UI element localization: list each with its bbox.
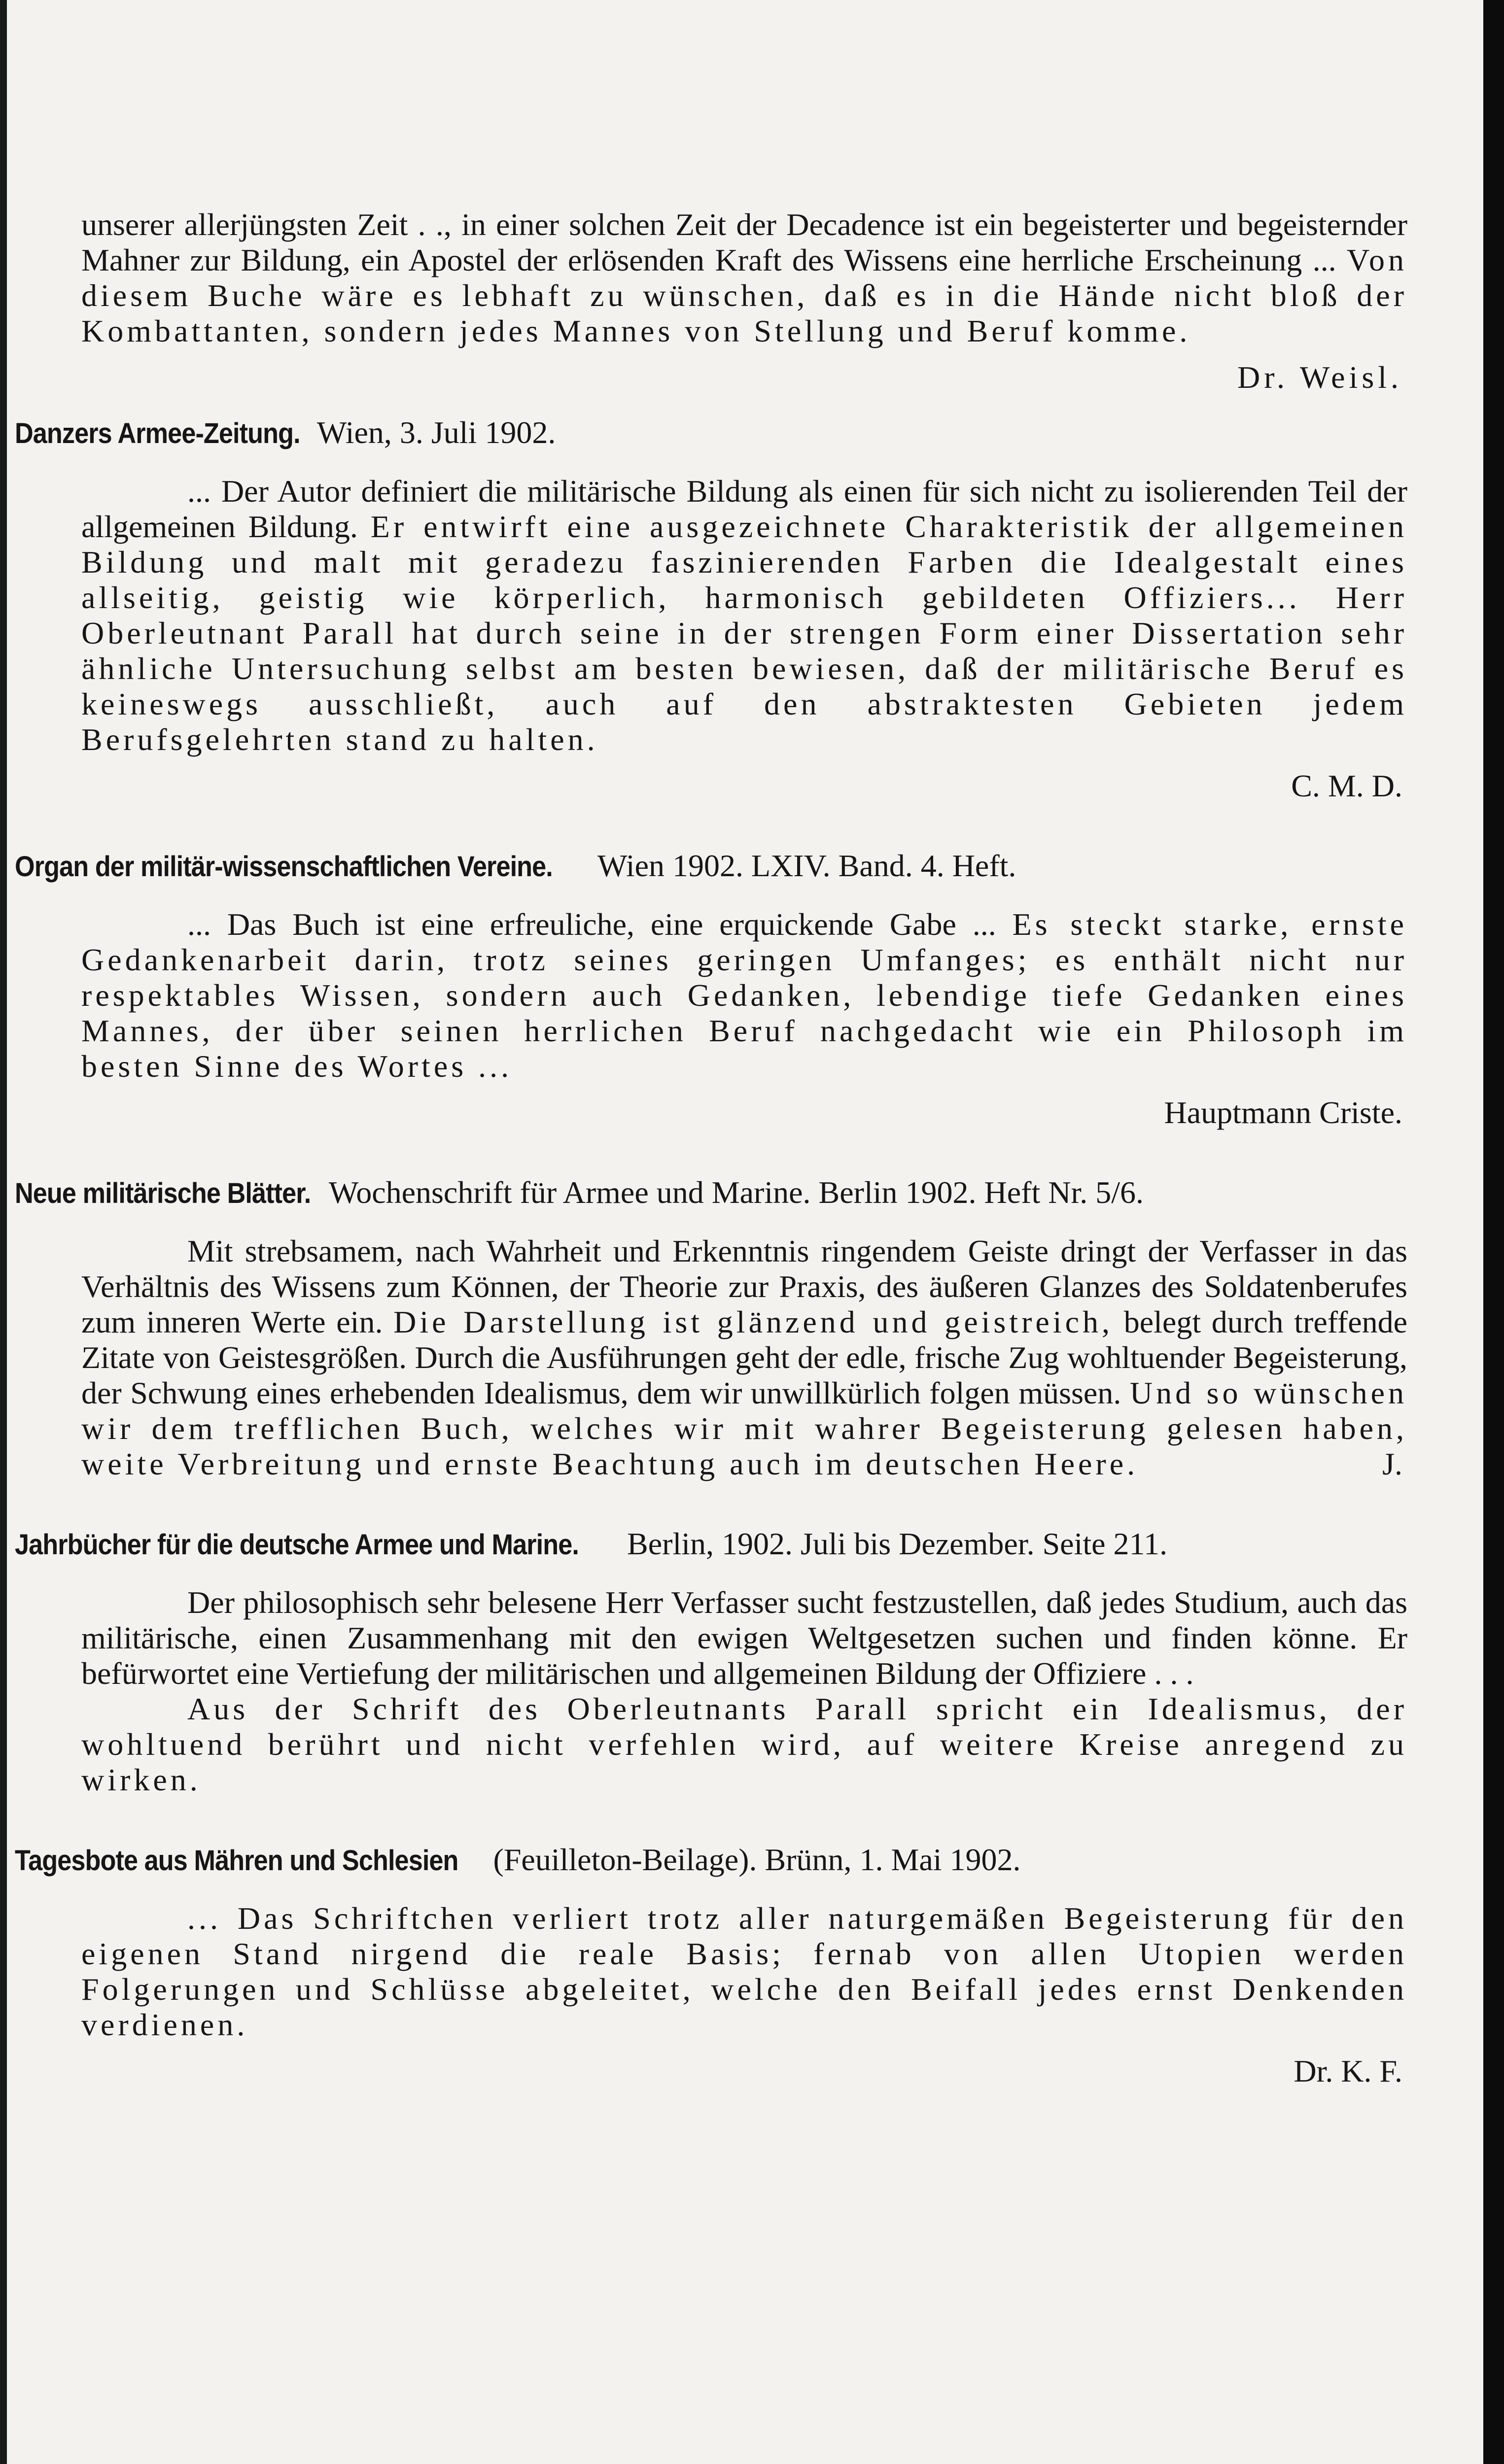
review-mixed-spaced-text: Die Darstellung ist glänzend und geistreich, — [393, 1304, 1113, 1339]
review-plain-text: Der philosophisch sehr belesene Herr Verfasser sucht festzustellen, daß jedes Studium, auch das militärische, einen Zusammenhang mit den ewigen Weltgesetzen suchen und finden könne. Er befürwortet eine Vertiefung der militärischen und allgemeinen Bildung der Offiziere . . . — [81, 1585, 1407, 1691]
review-heading — [15, 1842, 1407, 1879]
review-source: Neue militärische Blätter. — [15, 1177, 311, 1209]
review-spaced-text: Er entwirft eine ausgezeichnete Charakteristik der allgemeinen Bildung und malt mit geradezu faszinierenden Farben die Idealgestalt eines allseitig, geistig wie körperlich, harmonisch gebildeten Offiziers... Herr Oberleutnant Parall hat durch seine in der strengen Form einer Dissertation sehr ähnliche Untersuchung selbst am besten bewiesen, daß der militärische Beruf es keineswegs ausschließt, auch auf den abstraktesten Gebieten jedem Berufsgelehrten stand zu halten. — [81, 509, 1408, 757]
intro-review — [81, 207, 1407, 395]
review-source: Jahrbücher für die deutsche Armee und Marine. — [15, 1529, 579, 1561]
review-details: Wien 1902. LXIV. Band. 4. Heft. — [597, 848, 1016, 883]
review-source: Organ der militär-wissenschaftlichen Vereine. — [15, 851, 553, 883]
review-text — [81, 907, 1407, 1084]
review-plain-text: ... Das Buch ist eine erfreuliche, eine erquickende Gabe ... — [187, 907, 996, 942]
review-heading — [15, 1175, 1407, 1211]
review-organ — [15, 848, 1408, 1130]
review-tagesbote — [15, 1842, 1407, 2089]
review-text — [81, 1901, 1407, 2043]
review-text — [81, 474, 1407, 757]
review-details: Wochenschrift für Armee und Marine. Berlin 1902. Heft Nr. 5/6. — [328, 1175, 1144, 1210]
review-spaced-text: Und so wünschen wir dem trefflichen Buch, welches wir mit wahrer Begeisterung gelesen haben, weite Verbreitung und ernste Beachtung auch im deutschen Heere. — [81, 1375, 1408, 1481]
intro-spaced-text: Von diesem Buche wäre es lebhaft zu wünschen, daß es in die Hände nicht bloß der Kombattanten, sondern jedes Mannes von Stellung und Beruf komme. — [81, 242, 1408, 348]
review-signature: C. M. D. — [1291, 768, 1402, 803]
intro-signature: Dr. Weisl. — [1237, 360, 1402, 395]
review-plain-text: ... Der Autor definiert die militärische Bildung als einen für sich nicht zu isolierenden Teil der allgemeinen Bildung. — [81, 474, 1407, 544]
intro-plain-text: unserer allerjüngsten Zeit . ., in einer solchen Zeit der Decadence ist ein begeisterter und begeisternder Mahner zur Bildung, ein Apostel der erlösenden Kraft des Wissens eine herrliche Erscheinung ... — [81, 207, 1407, 277]
review-details: (Feuilleton-Beilage). Brünn, 1. Mai 1902. — [493, 1842, 1021, 1877]
review-heading — [15, 848, 1407, 885]
review-signature: J. — [1382, 1446, 1402, 1481]
review-jahrbuecher — [15, 1526, 1407, 1798]
review-neue-blaetter — [15, 1175, 1408, 1482]
review-spaced-text: ... Das Schriftchen verliert trotz aller naturgemäßen Begeisterung für den eigenen Stand nirgend die reale Basis; fernab von allen Utopien werden Folgerungen und Schlüsse abgeleitet, welche den Beifall jedes ernst Denkenden verdienen. — [81, 1901, 1407, 2042]
scan-edge-left — [0, 0, 7, 2464]
review-signature: Dr. K. F. — [1294, 2053, 1402, 2088]
review-text-continued — [81, 1691, 1407, 1798]
review-spaced-text: Aus der Schrift des Oberleutnants Parall spricht ein Idealismus, der wohltuend berührt und nicht verfehlen wird, auf weitere Kreise anregend zu wirken. — [81, 1691, 1407, 1797]
review-signature: Hauptmann Criste. — [1164, 1095, 1402, 1130]
review-details: Wien, 3. Juli 1902. — [316, 415, 556, 450]
review-heading — [15, 415, 1407, 451]
review-plain-text: Mit strebsamem, nach Wahrheit und Erkenntnis ringendem Geiste dringt der Verfasser in das Verhältnis des Wissens zum Können, der Theorie zur Praxis, des äußeren Glanzes des Soldatenberufes zum inneren Werte ein. — [81, 1233, 1407, 1339]
intro-paragraph — [81, 207, 1407, 349]
review-source: Tagesbote aus Mähren und Schlesien — [15, 1845, 458, 1877]
review-text — [81, 1233, 1407, 1482]
review-danzers — [15, 415, 1408, 804]
review-heading — [15, 1526, 1407, 1563]
review-source: Danzers Armee-Zeitung. — [15, 417, 300, 449]
review-mixed-plain-text: belegt durch treffende Zitate von Geistesgrößen. Durch die Ausführungen geht der edle, frische Zug wohltuender Begeisterung, der Schwung eines erhebenden Idealismus, dem wir unwillkürlich folgen müssen. — [81, 1304, 1408, 1410]
review-details: Berlin, 1902. Juli bis Dezember. Seite 211. — [627, 1526, 1168, 1561]
scan-edge-right — [1483, 0, 1504, 2464]
text-column — [15, 207, 1408, 2089]
review-text — [81, 1585, 1407, 1691]
review-spaced-text: Es steckt starke, ernste Gedankenarbeit darin, trotz seines geringen Umfanges; es enthält nicht nur respektables Wissen, sondern auch Gedanken, lebendige tiefe Gedanken eines Mannes, der über seinen herrlichen Beruf nachgedacht wie ein Philosoph im besten Sinne des Wortes ... — [81, 907, 1408, 1084]
